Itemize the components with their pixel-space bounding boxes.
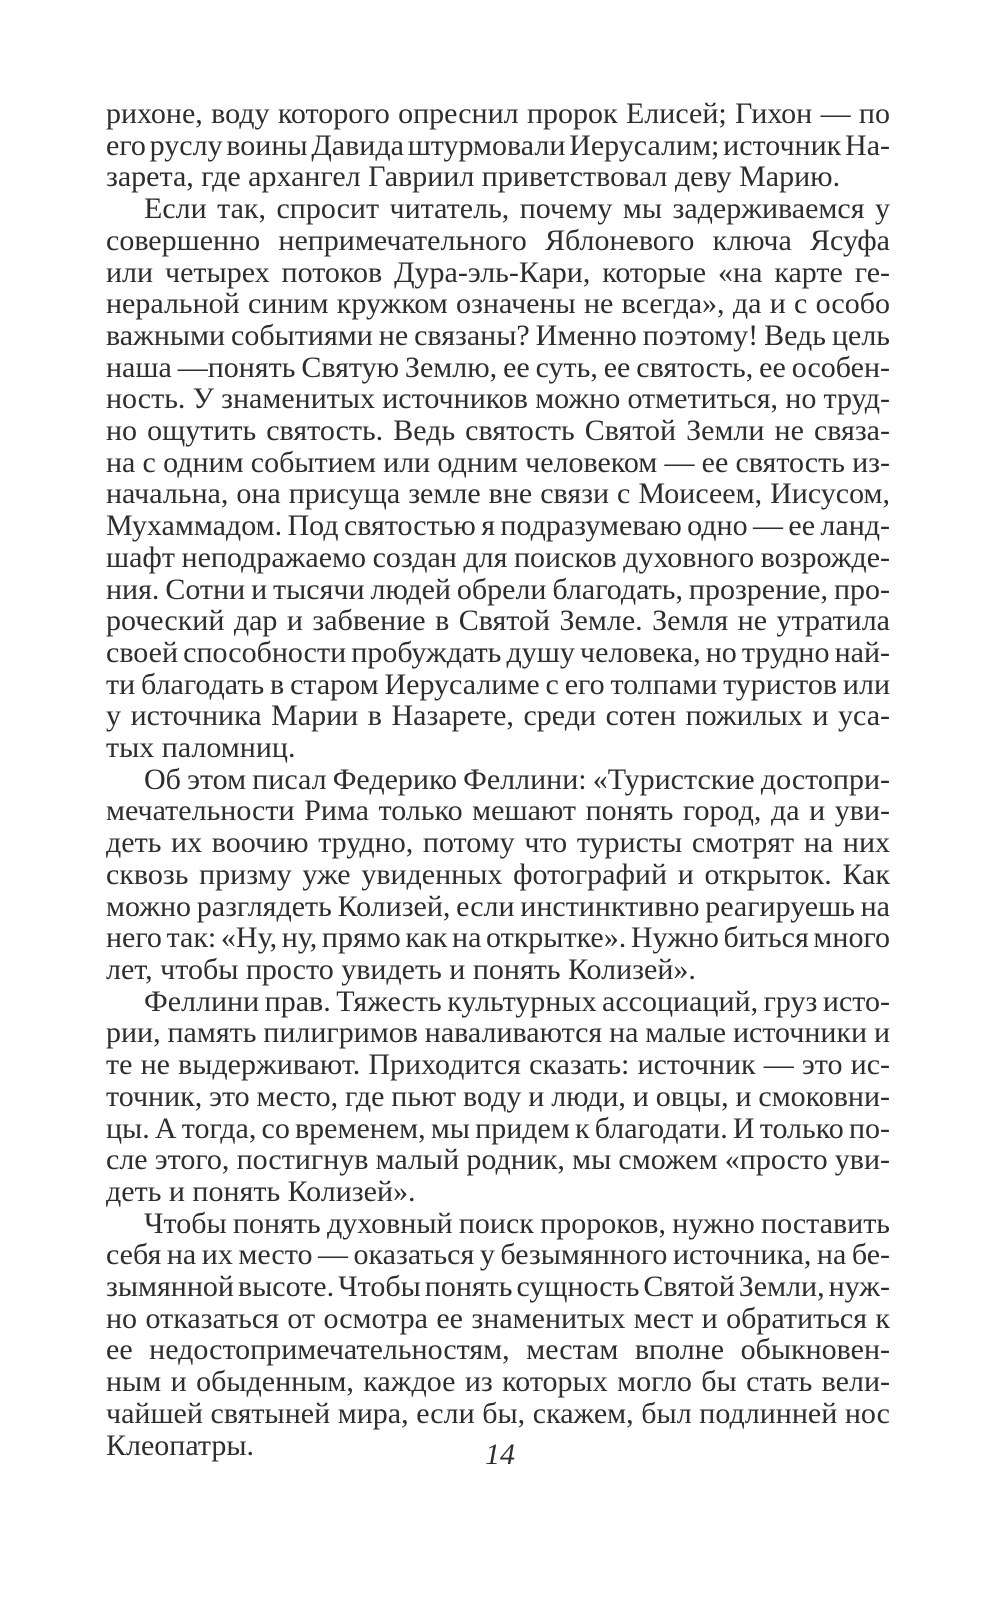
text-line: наша —понять Святую Землю, ее суть, ее святость, ее особен- — [106, 350, 890, 384]
text-line: деть их воочию трудно, потому что туристы смотрят на них — [106, 826, 890, 860]
paragraph — [106, 764, 890, 986]
text-line: точник, это место, где пьют воду и люди, и овцы, и смоковни- — [106, 1079, 890, 1113]
text-line: ния. Сотни и тысячи людей обрели благодать, прозрение, про- — [106, 572, 890, 606]
text-line: шафт неподражаемо создан для поисков духовного возрожде- — [106, 540, 890, 574]
text-line: цы. А тогда, со временем, мы придем к благодати. И только по- — [106, 1111, 890, 1145]
text-line: роческий дар и забвение в Святой Земле. Земля не утратила — [106, 604, 890, 638]
text-line: сле этого, постигнув малый родник, мы сможем «просто уви- — [106, 1143, 890, 1177]
text-line: рии, память пилигримов наваливаются на малые источники и — [106, 1016, 890, 1050]
text-line: тых паломниц. — [106, 731, 296, 765]
text-line: рихоне, воду которого опреснил пророк Елисей; Гихон — по — [106, 97, 890, 130]
text-line: деть и понять Колизей». — [106, 1174, 416, 1208]
text-line: на с одним событием или одним человеком — ее святость из- — [106, 445, 890, 479]
text-line: зарета, где архангел Гавриил приветствовал деву Марию. — [106, 160, 841, 194]
text-line: мечательности Рима только мешают понять город, да и уви- — [106, 794, 890, 828]
text-line: Клеопатры. — [106, 1428, 255, 1462]
text-line: начальна, она присуща земле вне связи с Моисеем, Иисусом, — [106, 477, 890, 511]
paragraph — [106, 986, 890, 1208]
text-line: но отказаться от осмотра ее знаменитых мест и обратиться к — [106, 1301, 890, 1335]
text-line: можно разглядеть Колизей, если инстинктивно реагируешь на — [106, 889, 890, 923]
text-line: неральной синим кружком означены не всегда», да и с особо — [106, 287, 890, 321]
text-line: ным и обыденным, каждое из которых могло бы стать вели- — [106, 1365, 890, 1399]
text-line: зымянной высоте. Чтобы понять сущность Святой Земли, нуж- — [106, 1270, 890, 1304]
text-line: лет, чтобы просто увидеть и понять Колизей». — [106, 952, 696, 986]
text-line: своей способности пробуждать душу человека, но трудно най- — [106, 635, 890, 669]
body-text — [106, 98, 890, 1461]
text-line: сквозь призму уже увиденных фотографий и открыток. Как — [106, 857, 890, 891]
text-line: чайшей святыней мира, если бы, скажем, был подлинней нос — [106, 1396, 890, 1430]
text-line: Чтобы понять духовный поиск пророков, нужно поставить — [144, 1206, 890, 1240]
text-line: него так: «Ну, ну, прямо как на открытке». Нужно биться много — [106, 921, 890, 955]
text-line: Мухаммадом. Под святостью я подразумеваю одно — ее ланд- — [106, 509, 890, 543]
text-line: ность. У знаменитых источников можно отметиться, но труд- — [106, 382, 890, 416]
text-line: совершенно непримечательного Яблоневого ключа Ясуфа — [106, 223, 890, 257]
paragraph — [106, 98, 890, 193]
text-line: у источника Марии в Назарете, среди сотен пожилых и уса- — [106, 699, 890, 733]
text-line: ее недостопримечательностям, местам вполне обыкновен- — [106, 1333, 890, 1367]
text-line: или четырех потоков Дура-эль-Кари, которые «на карте ге- — [106, 255, 890, 289]
text-line: важными событиями не связаны? Именно поэтому! Ведь цель — [106, 318, 890, 352]
paragraph — [106, 1208, 890, 1462]
text-line: те не выдерживают. Приходится сказать: источник — это ис- — [106, 1048, 890, 1082]
text-line: Если так, спросит читатель, почему мы задерживаемся у — [144, 192, 890, 226]
page-number: 14 — [485, 1438, 515, 1471]
text-line: Феллини прав. Тяжесть культурных ассоциаций, груз исто- — [144, 984, 890, 1018]
text-line: Об этом писал Федерико Феллини: «Туристские достопри- — [144, 762, 890, 796]
text-line: себя на их место — оказаться у безымянного источника, на бе- — [106, 1238, 890, 1272]
paragraph — [106, 193, 890, 764]
text-line: но ощутить святость. Ведь святость Святой Земли не связа- — [106, 414, 890, 448]
text-line: ти благодать в старом Иерусалиме с его толпами туристов или — [106, 667, 890, 701]
text-line: его руслу воины Давида штурмовали Иерусалим; источник На- — [106, 128, 890, 162]
